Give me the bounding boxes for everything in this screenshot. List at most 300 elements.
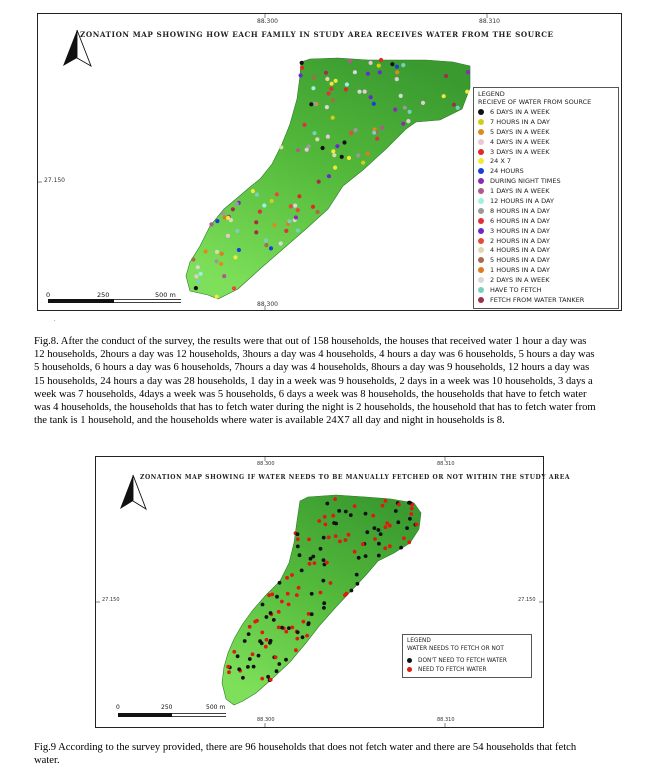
fig9-scale-mid: 250 — [161, 704, 173, 711]
household-point — [272, 618, 276, 622]
fig9-scale-zero: 0 — [116, 704, 120, 711]
household-point — [296, 532, 300, 536]
fig8-legend-swatch-icon — [478, 109, 484, 115]
household-point — [325, 502, 329, 506]
household-point — [371, 514, 375, 518]
household-point — [251, 652, 255, 656]
household-point — [294, 215, 298, 219]
household-point — [334, 79, 338, 83]
fig8-scale-mid: 250 — [97, 291, 110, 299]
household-point — [325, 77, 329, 81]
fig8-legend-label: 24 HOURS — [490, 167, 524, 176]
household-point — [319, 591, 323, 595]
household-point — [383, 546, 387, 550]
fig9-map — [95, 456, 571, 728]
fig8-legend-item — [478, 186, 618, 196]
household-point — [196, 265, 200, 269]
fig8-legend-label: 6 HOURS IN A DAY — [490, 216, 550, 225]
household-point — [285, 576, 289, 580]
household-point — [278, 581, 282, 585]
household-point — [415, 523, 419, 527]
fig8-caption-line: 15 households, 24 hours a day was 28 households, 1 day in a week was 9 households, 2 days in a week was 10 households, 3 days a — [34, 375, 593, 387]
household-point — [297, 586, 301, 590]
household-point — [235, 202, 239, 206]
household-point — [254, 220, 258, 224]
fig8-legend-label: 12 HOURS IN A DAY — [490, 196, 554, 205]
household-point — [297, 194, 301, 198]
household-point — [399, 94, 403, 98]
fig9-legend-label: NEED TO FETCH WATER — [418, 666, 487, 673]
fig8-legend-item — [478, 285, 618, 295]
fig8-legend-label: 2 HOURS IN A DAY — [490, 236, 550, 245]
household-point — [296, 228, 300, 232]
household-point — [275, 595, 279, 599]
fig8-legend-label: 8 HOURS IN A DAY — [490, 206, 550, 215]
fig8-caption-line: Fig.8. After the conduct of the survey, the results were that out of 158 households, the houses that received water 1 hour a day was — [34, 336, 587, 347]
household-point — [235, 229, 239, 233]
household-point — [264, 238, 268, 242]
fig8-legend-item — [478, 176, 618, 186]
household-point — [335, 144, 339, 148]
fig8-legend-swatch-icon — [478, 158, 484, 164]
household-point — [295, 637, 299, 641]
household-point — [268, 641, 272, 645]
fig8-legend-item — [478, 295, 618, 305]
household-point — [254, 230, 258, 234]
household-point — [350, 589, 354, 593]
fig8-legend-item — [478, 275, 618, 285]
fig9-scale-end: 500 m — [206, 704, 226, 711]
fig8-legend-item — [478, 137, 618, 147]
household-point — [407, 540, 411, 544]
household-point — [373, 526, 377, 530]
household-point — [229, 218, 233, 222]
household-point — [375, 137, 379, 141]
fig8-legend-label: 24 X 7 — [490, 157, 511, 166]
fig9-scale-bar — [118, 713, 226, 717]
household-point — [377, 64, 381, 68]
fig8-legend-list — [478, 107, 618, 305]
household-point — [311, 86, 315, 90]
household-point — [347, 533, 351, 537]
household-point — [293, 204, 297, 208]
fig8-legend-swatch-icon — [478, 247, 484, 253]
household-point — [231, 207, 235, 211]
household-point — [353, 504, 357, 508]
fig8-map — [37, 13, 622, 311]
household-point — [409, 512, 413, 516]
fig8-caption-line: was 4 households, the households that has to fetch water during the night is 2 households, the household that has to fetch water from — [34, 402, 596, 414]
household-point — [300, 66, 304, 70]
household-point — [248, 625, 252, 629]
fig8-legend-swatch-icon — [478, 198, 484, 204]
household-point — [357, 90, 361, 94]
fig8-caption-line: 5 households, 6 hours a day was 6 households, 7hours a day was 4 households, 8hours a day was 9 households, 12 hours a day was — [34, 362, 590, 374]
household-point — [345, 592, 349, 596]
household-point — [323, 515, 327, 519]
household-point — [403, 106, 407, 110]
household-point — [308, 562, 312, 566]
household-point — [322, 606, 326, 610]
household-point — [344, 510, 348, 514]
household-point — [356, 153, 360, 157]
household-point — [369, 95, 373, 99]
fig9-legend — [402, 634, 532, 678]
fig8-legend-swatch-icon — [478, 277, 484, 283]
fig8-legend-item — [478, 216, 618, 226]
household-point — [290, 626, 294, 630]
household-point — [305, 148, 309, 152]
stray-mark: . — [54, 317, 56, 323]
household-point — [377, 554, 381, 558]
household-point — [270, 199, 274, 203]
fig8-legend-label: 7 HOURS IN A DAY — [490, 117, 550, 126]
household-point — [267, 593, 271, 597]
fig8-legend-swatch-icon — [478, 257, 484, 263]
fig9-coord-top-left: 88.300 — [257, 461, 275, 467]
household-point — [408, 501, 412, 505]
household-point — [345, 82, 349, 86]
household-point — [237, 248, 241, 252]
fig8-legend-label: 4 DAYS IN A WEEK — [490, 137, 550, 146]
household-point — [295, 593, 299, 597]
household-point — [265, 638, 269, 642]
household-point — [222, 274, 226, 278]
household-point — [357, 556, 361, 560]
fig8-legend-item — [478, 255, 618, 265]
household-point — [255, 619, 259, 623]
household-point — [330, 82, 334, 86]
fig9-legend-label: DON'T NEED TO FETCH WATER — [418, 657, 507, 664]
household-point — [270, 593, 274, 597]
household-point — [301, 635, 305, 639]
fig8-legend-swatch-icon — [478, 149, 484, 155]
household-point — [452, 103, 456, 107]
household-point — [378, 70, 382, 74]
fig8-legend-swatch-icon — [478, 297, 484, 303]
fig9-coord-bottom-right: 88.310 — [437, 717, 455, 723]
household-point — [296, 148, 300, 152]
household-point — [334, 534, 338, 538]
household-point — [284, 630, 288, 634]
household-point — [331, 116, 335, 120]
household-point — [287, 603, 291, 607]
household-point — [260, 641, 264, 645]
household-point — [265, 615, 269, 619]
household-point — [344, 538, 348, 542]
fig8-legend-item — [478, 127, 618, 137]
fig8-legend-swatch-icon — [478, 208, 484, 214]
household-point — [280, 600, 284, 604]
household-point — [277, 626, 281, 630]
fig8-coord-top-right: 88.310 — [479, 18, 500, 25]
fig8-scale-end: 500 m — [155, 291, 176, 299]
fig9-legend-swatch-icon — [407, 658, 412, 663]
household-point — [338, 540, 342, 544]
household-point — [260, 631, 264, 635]
household-point — [377, 542, 381, 546]
fig8-caption — [34, 335, 629, 427]
fig8-legend-label: FETCH FROM WATER TANKER — [490, 295, 585, 304]
household-point — [251, 189, 255, 193]
household-point — [402, 536, 406, 540]
household-point — [399, 546, 403, 550]
household-point — [388, 524, 392, 528]
household-point — [191, 257, 195, 261]
fig8-legend-swatch-icon — [478, 238, 484, 244]
household-point — [321, 579, 325, 583]
household-point — [408, 517, 412, 521]
household-point — [280, 626, 284, 630]
household-point — [344, 87, 348, 91]
household-point — [194, 274, 198, 278]
household-point — [331, 98, 335, 102]
household-point — [332, 521, 336, 525]
household-point — [381, 504, 385, 508]
household-point — [315, 137, 319, 141]
household-point — [327, 174, 331, 178]
fig9-caption — [34, 741, 629, 767]
household-point — [241, 676, 245, 680]
household-point — [243, 639, 247, 643]
household-point — [465, 90, 469, 94]
household-point — [364, 554, 368, 558]
household-point — [196, 280, 200, 284]
household-point — [232, 286, 236, 290]
household-point — [394, 509, 398, 513]
household-point — [317, 180, 321, 184]
household-point — [215, 295, 219, 299]
household-point — [331, 149, 335, 153]
fig8-legend-label: 1 DAYS IN A WEEK — [490, 187, 550, 196]
household-point — [322, 558, 326, 562]
household-point — [312, 131, 316, 135]
household-point — [221, 211, 225, 215]
fig8-legend-item — [478, 196, 618, 206]
household-point — [296, 208, 300, 212]
household-point — [309, 102, 313, 106]
household-point — [199, 272, 203, 276]
household-point — [444, 74, 448, 78]
fig9-caption-line: water. — [34, 755, 60, 767]
fig9-legend-item — [407, 656, 531, 665]
fig8-legend-subheading: RECIEVE OF WATER FROM SOURCE — [478, 97, 592, 106]
household-point — [319, 547, 323, 551]
household-point — [372, 102, 376, 106]
household-point — [296, 545, 300, 549]
household-point — [302, 620, 306, 624]
household-point — [298, 553, 302, 557]
fig8-legend-swatch-icon — [478, 218, 484, 224]
household-point — [300, 569, 304, 573]
household-point — [349, 513, 353, 517]
household-point — [361, 161, 365, 165]
household-point — [401, 122, 405, 126]
household-point — [324, 523, 328, 527]
household-point — [327, 536, 331, 540]
household-point — [340, 155, 344, 159]
household-point — [279, 241, 283, 245]
household-point — [252, 665, 256, 669]
fig8-legend — [473, 87, 619, 309]
household-point — [313, 102, 317, 106]
fig9-coord-right: 27.150 — [518, 597, 536, 603]
household-point — [363, 90, 367, 94]
household-point — [284, 229, 288, 233]
household-point — [405, 526, 409, 530]
household-point — [388, 544, 392, 548]
household-point — [274, 655, 278, 659]
household-point — [287, 219, 291, 223]
fig8-legend-swatch-icon — [478, 119, 484, 125]
household-point — [296, 630, 300, 634]
household-point — [313, 561, 317, 565]
fig9-legend-heading: LEGEND — [407, 638, 431, 644]
household-point — [226, 234, 230, 238]
household-point — [369, 61, 373, 65]
household-point — [333, 497, 337, 501]
household-point — [261, 603, 265, 607]
household-point — [264, 243, 268, 247]
household-point — [324, 71, 328, 75]
fig8-legend-label: 1 HOURS IN A DAY — [490, 266, 550, 275]
fig8-legend-heading: LEGEND — [478, 90, 505, 98]
fig8-legend-item — [478, 236, 618, 246]
fig8-scale-bar — [48, 299, 181, 303]
household-point — [287, 626, 291, 630]
fig9-legend-list — [407, 656, 531, 674]
household-point — [279, 145, 283, 149]
fig9-map-canvas — [96, 457, 543, 727]
household-point — [248, 657, 252, 661]
household-point — [305, 634, 309, 638]
household-point — [379, 532, 383, 536]
household-point — [246, 665, 250, 669]
household-point — [262, 203, 266, 207]
fig8-legend-swatch-icon — [478, 287, 484, 293]
fig8-coord-top-left: 88.300 — [257, 18, 278, 25]
household-point — [215, 259, 219, 263]
household-point — [390, 62, 394, 66]
household-point — [194, 286, 198, 290]
household-point — [220, 252, 224, 256]
household-point — [209, 222, 213, 226]
fig8-coord-left: 27.150 — [44, 177, 65, 184]
household-point — [204, 249, 208, 253]
household-point — [269, 246, 273, 250]
household-point — [329, 87, 333, 91]
household-point — [332, 153, 336, 157]
household-point — [299, 73, 303, 77]
household-point — [296, 537, 300, 541]
household-point — [322, 536, 326, 540]
household-point — [456, 106, 460, 110]
household-point — [327, 91, 331, 95]
household-point — [226, 665, 230, 669]
fig8-title: ZONATION MAP SHOWING HOW EACH FAMILY IN STUDY AREA RECEIVES WATER FROM THE SOURCE — [80, 30, 554, 39]
household-point — [326, 135, 330, 139]
household-point — [264, 645, 268, 649]
household-point — [361, 542, 365, 546]
fig8-legend-swatch-icon — [478, 267, 484, 273]
fig8-caption-line: week was 7 households, 4days a week was 5 households, 6 days a week was 8 households, the households that have to fetch water — [34, 388, 587, 400]
household-point — [372, 131, 376, 135]
household-point — [365, 530, 369, 534]
fig8-legend-swatch-icon — [478, 178, 484, 184]
household-point — [342, 140, 346, 144]
household-point — [408, 110, 412, 114]
household-point — [269, 611, 273, 615]
household-point — [219, 262, 223, 266]
household-point — [364, 512, 368, 516]
household-point — [347, 156, 351, 160]
household-point — [311, 555, 315, 559]
fig8-legend-label: 3 HOURS IN A DAY — [490, 226, 550, 235]
household-point — [247, 632, 251, 636]
household-point — [355, 573, 359, 577]
household-point — [269, 678, 273, 682]
household-point — [284, 658, 288, 662]
household-point — [373, 537, 377, 541]
household-point — [236, 654, 240, 658]
household-point — [384, 499, 388, 503]
fig8-legend-swatch-icon — [478, 168, 484, 174]
fig8-legend-item — [478, 147, 618, 157]
household-point — [396, 520, 400, 524]
household-point — [406, 119, 410, 123]
household-point — [255, 193, 259, 197]
household-point — [353, 70, 357, 74]
fig8-legend-label: 5 HOURS IN A DAY — [490, 256, 550, 265]
fig9-coord-top-right: 88.310 — [437, 461, 455, 467]
household-point — [366, 151, 370, 155]
household-point — [466, 70, 470, 74]
household-point — [311, 205, 315, 209]
household-point — [257, 654, 261, 658]
fig9-legend-swatch-icon — [407, 667, 412, 672]
household-point — [366, 72, 370, 76]
fig8-legend-item — [478, 245, 618, 255]
household-point — [322, 601, 326, 605]
household-point — [333, 166, 337, 170]
fig8-legend-swatch-icon — [478, 188, 484, 194]
household-point — [321, 146, 325, 150]
fig8-legend-item — [478, 156, 618, 166]
fig8-legend-label: 6 DAYS IN A WEEK — [490, 107, 550, 116]
fig8-coord-bottom: 88.300 — [257, 301, 278, 308]
fig8-legend-label: 3 DAYS IN A WEEK — [490, 147, 550, 156]
fig8-legend-item — [478, 265, 618, 275]
household-point — [310, 612, 314, 616]
household-point — [348, 59, 352, 63]
household-point — [393, 108, 397, 112]
fig8-legend-item — [478, 117, 618, 127]
household-point — [401, 63, 405, 67]
household-point — [421, 101, 425, 105]
household-point — [397, 503, 401, 507]
household-point — [215, 219, 219, 223]
household-point — [384, 525, 388, 529]
household-point — [442, 94, 446, 98]
household-point — [306, 622, 310, 626]
household-point — [379, 58, 383, 62]
household-point — [227, 670, 231, 674]
fig8-legend-label: DURING NIGHT TIMES — [490, 177, 561, 186]
household-point — [349, 131, 353, 135]
fig8-legend-label: 4 HOURS IN A DAY — [490, 246, 550, 255]
fig8-legend-label: HAVE TO FETCH — [490, 285, 542, 294]
household-point — [331, 514, 335, 518]
